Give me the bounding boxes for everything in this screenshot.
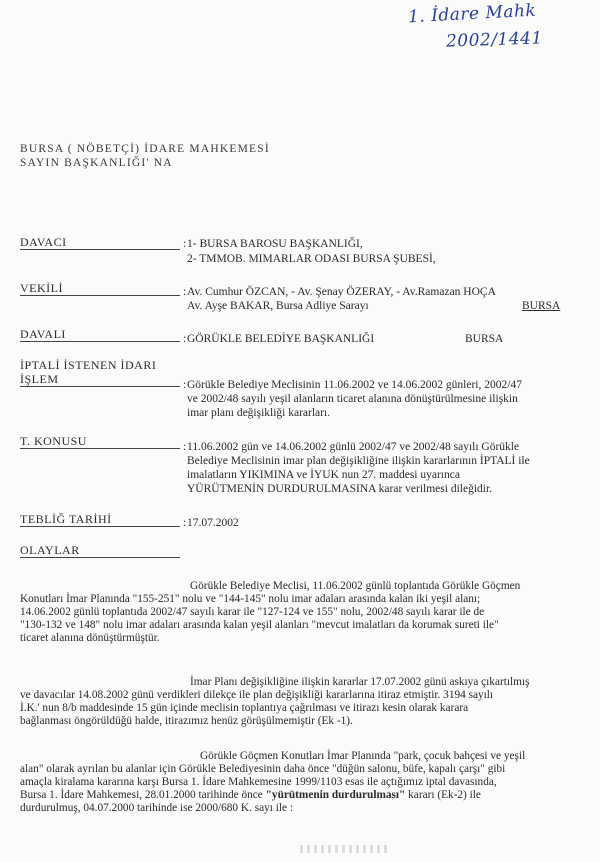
p2-line-3: İ.K.' nun 8/b maddesinde 15 gün içinde meclisin toplantıya çağrılması ve itirazı kesin olarak karara (20, 702, 469, 714)
attorney-label: VEKİLİ (20, 282, 180, 296)
p3-line-2: alan" olarak ayrılan bu alanlar için Görükle Belediyesinin daha önce "düğün salonu, büfe, kapalı çarşı" gibi (20, 763, 506, 775)
p1-line-1: Görükle Belediye Meclisi, 11.06.2002 günlü toplantıda Görükle Göçmen (190, 580, 521, 592)
events-paragraph-1 (20, 580, 586, 645)
events-label: OLAYLAR (20, 544, 180, 558)
subject-value: : 11.06.2002 gün ve 14.06.2002 günlü 2002/47 ve 2002/48 sayılı Görükle Belediye Meclisinin imar plan değişikliğine ilişkin kararlarının İPTALİ ile imalatların YIKIMINA ve İYUK nun 27. maddesi uyarınca YÜRÜTMENİN DURDURULMASINA karar verilmesi dileğidir. (187, 440, 587, 496)
attorney-city: BURSA (522, 300, 561, 312)
defendant-value: : GÖRÜKLE BELEDİYE BAŞKANLIĞI BURSA (183, 333, 504, 345)
defendant-city: BURSA (465, 333, 504, 345)
p1-line-2: Konutları İmar Planında "155-251" nolu ve "144-145" nolu imar adaları arasında kalan iki yeşil alanı; (20, 593, 481, 605)
p1-line-5: ticaret alanına dönüştürmüştür. (20, 632, 160, 644)
action-value: : Görükle Belediye Meclisinin 11.06.2002 ve 14.06.2002 günleri, 2002/47 ve 2002/48 sayılı yeşil alanların ticaret alanına dönüştürülmesine ilişkin imar planı değişikliği kararları. (187, 378, 587, 420)
p2-line-1: İmar Planı değişikliğine ilişkin kararlar 17.07.2002 günü askıya çıkartılmış (190, 676, 530, 688)
action-line-2: ve 2002/48 sayılı yeşil alanların ticaret alanına dönüştürülmesine ilişkin (187, 393, 518, 405)
subject-line-4: YÜRÜTMENİN DURDURULMASINA karar verilmesi dileğidir. (187, 483, 493, 495)
subject-line-1: 11.06.2002 gün ve 14.06.2002 günlü 2002/47 ve 2002/48 sayılı Görükle (187, 441, 520, 453)
defendant-label: DAVALI (20, 328, 180, 342)
notification-date: 17.07.2002 (187, 517, 239, 529)
action-label-line-1: İPTALİ İSTENEN İDARI (20, 358, 157, 372)
p3-line-3: amaçla kiralama kararına karşı Bursa 1. İdare Mahkemesine 1999/1103 esas ile açtığımız iptal davasında, (20, 776, 497, 788)
action-label-line-2: İŞLEM (20, 373, 180, 387)
defendant-name: GÖRÜKLE BELEDİYE BAŞKANLIĞI (187, 333, 375, 345)
plaintiff-line-1: 1- BURSA BAROSU BAŞKANLIĞI, (187, 238, 363, 250)
court-salutation: SAYIN BAŞKANLIĞI' NA (20, 157, 173, 169)
court-name: BURSA ( NÖBETÇİ) İDARE MAHKEMESİ (20, 143, 270, 155)
notification-date-label: TEBLİĞ TARİHİ (20, 513, 180, 527)
p1-line-3: 14.06.2002 günlü toplantıda 2002/47 sayılı karar ile "127-124 ve 155" nolu, 2002/48 sayılı karar ile de (20, 606, 485, 618)
p2-line-2: ve davacılar 14.08.2002 günü verdikleri dilekçe ile plan değişikliği kararlarına itiraz etmiştir. 3194 sayılı (20, 689, 494, 701)
plaintiff-line-2: 2- TMMOB. MIMARLAR ODASI BURSA ŞUBESİ, (187, 253, 436, 265)
plaintiff-value: : 1- BURSA BAROSU BAŞKANLIĞI, 2- TMMOB. MIMARLAR ODASI BURSA ŞUBESİ, (183, 238, 436, 265)
events-paragraph-2 (20, 676, 586, 728)
p3-line-4-row (20, 789, 586, 802)
p1-line-4: "130-132 ve 148" nolu imar adaları arasında kalan yeşil alanları "mevcut imalatları da korumak sureti ile" (20, 619, 499, 631)
notification-date-value: : 17.07.2002 (183, 517, 239, 529)
attorney-line-2: Av. Ayşe BAKAR, Bursa Adliye Sarayı (187, 300, 369, 312)
subject-line-3: imalatların YIKIMINA ve İYUK nun 27. maddesi uyarınca (187, 469, 460, 481)
p3-line-4: Bursa 1. İdare Mahkemesi, 28.01.2000 tarihinde önce (20, 789, 263, 801)
attorney-value: : Av. Cumhur ÖZCAN, - Av. Şenay ÖZERAY, - Av.Ramazan HOÇA Av. Ayşe BAKAR, Bursa Adliye Sarayı BURSA (187, 285, 567, 313)
p3-line-5: durdurulmuş, 04.07.2000 tarihinde ise 2000/680 K. sayı ile : (20, 802, 293, 814)
handwritten-case-number: 2002/1441 (445, 28, 544, 52)
attorney-line-1: Av. Cumhur ÖZCAN, - Av. Şenay ÖZERAY, - Av.Ramazan HOÇA (187, 286, 496, 298)
scan-smudge (300, 845, 390, 853)
p3-bold-phrase: "yürütmenin durdurulması" (265, 789, 406, 801)
handwritten-court-note: 1. İdare Mahk (407, 0, 537, 28)
plaintiff-label: DAVACI (20, 236, 180, 250)
p3-line-4-end: kararı (Ek-2) ile (408, 789, 481, 801)
attorney-line-2-row (187, 299, 567, 313)
p2-line-4: bağlanması öngörüldüğü halde, itirazımız henüz görüşülmemiştir (Ek -1). (20, 715, 353, 727)
subject-line-2: Belediye Meclisinin imar plan değişikliğine ilişkin kararlarının İPTALİ ile (187, 455, 530, 467)
events-paragraph-3 (20, 750, 586, 815)
p3-line-1: Görükle Göçmen Konutları İmar Planında "park, çocuk bahçesi ve yeşil (200, 750, 526, 762)
action-line-3: imar planı değişikliği kararları. (187, 407, 331, 419)
action-line-1: Görükle Belediye Meclisinin 11.06.2002 ve 14.06.2002 günleri, 2002/47 (187, 379, 522, 391)
subject-label: T. KONUSU (20, 435, 180, 449)
